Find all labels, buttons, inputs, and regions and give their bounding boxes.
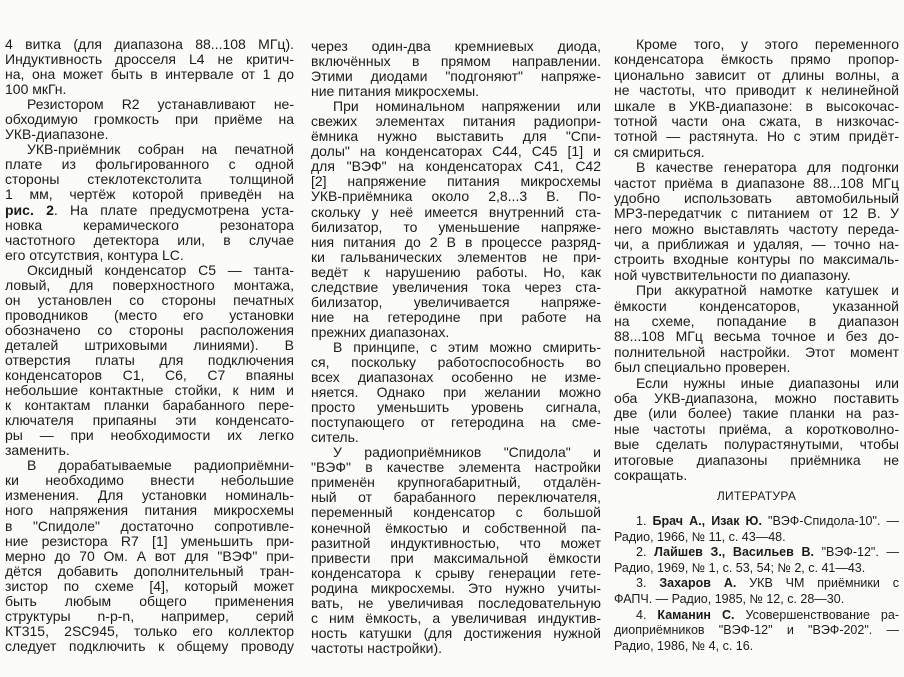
text-line: в "Спидоле" достаточно сопротивле- [5,517,294,534]
text-line: частот приёма в диапазоне 88...108 МГц [614,174,899,191]
text-line: следствие увеличения тока через ста- [311,278,601,295]
text-line: ключателя припаяны эти конденсато- [5,412,294,429]
text-line: 4 витка (для диапазона 88...108 МГц). [5,36,294,52]
text-line: "ВЭФ" в качестве элемента настройки [311,459,601,476]
text-line: ры — при необходимости их легко [5,427,294,444]
text-line: оба УКВ-диапазона, можно поставить [614,389,899,406]
text-line: для "ВЭФ" на конденсаторах C41, C42 [311,158,601,175]
paragraph [614,160,899,283]
text-line: быть любым общего применения [5,592,294,609]
text-line: скольку у неё имеется внутренний ста- [311,203,601,220]
text-line: УКВ-приёмника около 2,8...3 В. По- [311,188,601,205]
text-line: небольшие контактные стойки, к ним и [5,382,294,399]
text-line: конденсаторов C1, C6, C7 впаяны [5,367,294,384]
text-line: был специально проверен. [614,359,791,376]
text-segment: Усовершенствование ра- [734,607,899,622]
text-line: стороны стеклотекстолита толщиной [5,171,294,188]
text-line: с ним ёмкость, а увеличивая индуктив- [311,609,601,626]
text-line: Радио, 1986, № 4, с. 16. [614,638,754,653]
text-line: ловый, для поверхностного монтажа, [5,276,294,293]
text-line: итоговые диапазоны приёмника не [614,451,899,468]
text-line: конденсатора к срыву генерации гете- [311,564,601,581]
text-line: 88...108 МГц весьма точное и без до- [614,328,899,345]
text-line: через один-два кремниевых диода, [311,38,601,54]
bold-text: Каманин С. [657,607,735,622]
text-line: диоприёмников "ВЭФ-12" и "ВЭФ-202". — [614,623,899,638]
text-line: заменить. [5,442,70,459]
text-line: ния питания до 2 В в процессе разряд- [311,233,601,250]
text-line: Радио, 1966, № 11, с. 43—48. [614,529,786,544]
text-line: ный от барабанного переключателя, [311,489,601,506]
text-line: на, она может быть в интервале от 1 до [5,66,294,83]
text-line: тотной — растянута. Но с этим придёт- [614,128,899,145]
text-line: ки необходимо внести небольшие [5,472,294,489]
text-line: ФАПЧ. — Радио, 1985, № 12, с. 28—30. [614,591,845,606]
bold-text: Брач А., Изак Ю. [652,514,762,528]
bold-text: рис. 2 [5,201,54,218]
paragraph [311,445,601,656]
text-line: ёмника нужно выставить для "Спи- [311,128,601,145]
text-line: При номинальном напряжении или [333,98,601,115]
text-segment: "ВЭФ-Спидола-10". — [761,514,900,528]
text-line: он установлен со стороны печатных [5,291,294,308]
text-segment: 3. [636,576,660,591]
paragraph [5,97,294,142]
text-segment: 4. [636,607,658,622]
text-line: проводников (место его установки [5,306,294,323]
text-line: ёмкости конденсаторов, указанной [614,297,899,314]
text-line: включённых в прямом направлении. [311,53,601,70]
bold-text: Лайшев З., Васильев В. [654,545,814,560]
text-line: В качестве генератора для подгонки [636,159,899,176]
text-line: обозначено со стороны расположения [5,321,294,338]
text-line: прежних диапазонах. [311,323,450,340]
text-line: мерно до 70 Ом. А вот для "ВЭФ" при- [5,547,294,564]
text-line: При аккуратной намотке катушек и [636,282,899,299]
reference-item [614,576,899,607]
text-line: 100 мкГн. [5,81,67,98]
text-line: ние питания микросхемы. [311,83,480,100]
text-line: ность катушки (для достижения нужной [311,624,601,641]
text-line: конечной ёмкостью и собственной па- [311,519,601,536]
text-line: ционально зависит от длины волны, а [614,66,899,83]
text-line: ного напряжения питания микросхемы [5,502,294,519]
text-line: разитной индуктивностью, что может [311,534,601,551]
paragraph [614,37,899,160]
text-line: ся смириться. [614,143,705,160]
text-line: новка керамического резонатора [5,216,294,233]
text-line: следует подключить к общему проводу [5,637,294,654]
text-column-1 [5,37,294,654]
text-column-3 [614,37,899,483]
text-line: просто уменьшить уровень сигнала, [311,399,601,416]
text-line [614,545,899,561]
text-line: Этими диодами "подгоняют" напряже- [311,68,601,85]
text-line: Оксидный конденсатор C5 — танта- [27,261,294,278]
text-line: Резистором R2 устанавливают не- [27,96,294,113]
paragraph [5,142,294,262]
text-line [614,514,899,530]
text-line: Если нужны иные диапазоны или [636,374,899,391]
text-segment: 2. [636,545,655,560]
reference-item [614,545,899,576]
text-line: плате из фольгированного с одной [5,156,294,173]
text-line: деталей штриховыми линиями). В [5,336,294,353]
text-line: не частоты, что приводит к нелинейной [614,82,899,99]
text-line: сокращать. [614,466,688,483]
text-line: переменный конденсатор с большой [311,504,601,521]
text-line: него можно выставлять частоту переда- [614,220,899,237]
text-line: шкале в УКВ-диапазоне: в высокочас- [614,97,899,114]
text-line: привести при максимальной ёмкости [311,549,601,566]
text-line: его отсутствия, контура LC. [5,246,184,263]
text-line: на схеме, попадание в диапазон [614,313,899,330]
text-line: применён крупногабаритный, отдалён- [311,474,601,491]
text-line: Радио, 1969, № 1, с. 53, 54; № 2, с. 41—43. [614,560,866,575]
paragraph [5,263,294,459]
text-line: 1 мм, чертёж которой приведён на [5,186,294,203]
text-line: полнительной настройки. Этот момент [614,343,899,360]
text-line: обходимую громкость при приёме на [5,111,294,128]
text-line: ние на гетеродине при работе на [311,308,601,325]
text-line: билизатор, увеличивается напряже- [311,293,601,310]
text-line: частотного детектора или, в случае [5,231,294,248]
text-segment: УКВ ЧМ приёмники с [736,576,899,591]
text-line: ки гальванических элементов не при- [311,248,601,265]
text-line: няется. Однако при желании можно [311,384,601,401]
text-line: зистор по схеме [4], который может [5,577,294,594]
text-line: конденсатора ёмкость прямо пропор- [614,51,899,68]
text-line: Индуктивность дросселя L4 не критич- [5,51,294,68]
text-line: билизатор, то уменьшение напряже- [311,218,601,235]
text-line: чи, а приближая и удаляя, — точно на- [614,236,899,253]
paragraph [5,458,294,654]
text-line: тотной части она сжата, в низкочас- [614,112,899,129]
text-line: удобно использовать автомобильный [614,189,899,206]
paragraph [614,376,899,484]
text-line: частоты настройки). [311,639,442,656]
paragraph [311,99,601,340]
text-line: ние резистора R7 [1] уменьшить при- [5,532,294,549]
text-line: КТ315, 2SC945, только его коллектор [5,622,294,639]
text-line: дётся добавить дополнительный тран- [5,562,294,579]
text-line: вые сделать полурастянутыми, чтобы [614,436,899,453]
text-segment: . На плате предусмотрена уста- [53,201,295,218]
text-line: ся, поскольку работоспособность во [311,353,601,370]
reference-item [614,514,899,545]
text-line: к контактам планки барабанного пере- [5,397,294,414]
text-line: [2] напряжение питания микросхемы [311,173,601,190]
paragraph [614,283,899,375]
text-line [5,203,294,218]
text-line: ведёт к нарушению работы. Но, как [311,263,601,280]
text-line: вать, не увеличивая последовательную [311,594,601,611]
text-line: Кроме того, у этого переменного [636,36,899,52]
text-line: MP3-передатчик с питанием от 12 В. У [614,205,899,222]
reference-item [614,608,899,655]
text-line: ной чувствительности по диапазону. [614,266,851,283]
text-line: ситель. [311,429,359,446]
references-list [614,514,899,654]
text-segment: 1. [636,514,653,528]
paragraph [311,340,601,445]
text-line: свежих элементах питания радиопри- [311,113,601,130]
text-line: изменения. Для установки номиналь- [5,487,294,504]
text-line: строить входные контуры по максималь- [614,251,899,268]
text-line: УКВ-диапазоне. [5,126,109,143]
references-heading: ЛИТЕРАТУРА [716,489,797,503]
text-line: долы" на конденсаторах C44, C45 [1] и [311,143,601,160]
text-line: родина микросхемы. Это нужно учиты- [311,579,601,596]
text-line: В дорабатываемые радиоприёмни- [27,457,294,474]
text-line: ные частоты приёма, а коротковолно- [614,420,899,437]
text-column-2 [311,39,601,656]
bold-text: Захаров А. [659,576,737,591]
text-line: структуры n-p-n, например, серий [5,607,294,624]
paragraph [311,39,601,99]
text-line [614,608,899,624]
text-line: У радиоприёмников "Спидола" и [333,444,601,461]
paragraph [5,37,294,97]
text-line: всех диапазонах особенно не изме- [311,369,601,386]
text-line: поступающего от гетеродина на сме- [311,414,601,431]
text-line: В принципе, с этим можно смирить- [333,338,601,355]
text-line: УКВ-приёмник собран на печатной [27,141,294,158]
text-line: две (или более) такие планки на раз- [614,405,899,422]
text-line: отверстия платы для подключения [5,351,294,368]
text-line [614,576,899,592]
text-segment: "ВЭФ-12". — [813,545,899,560]
